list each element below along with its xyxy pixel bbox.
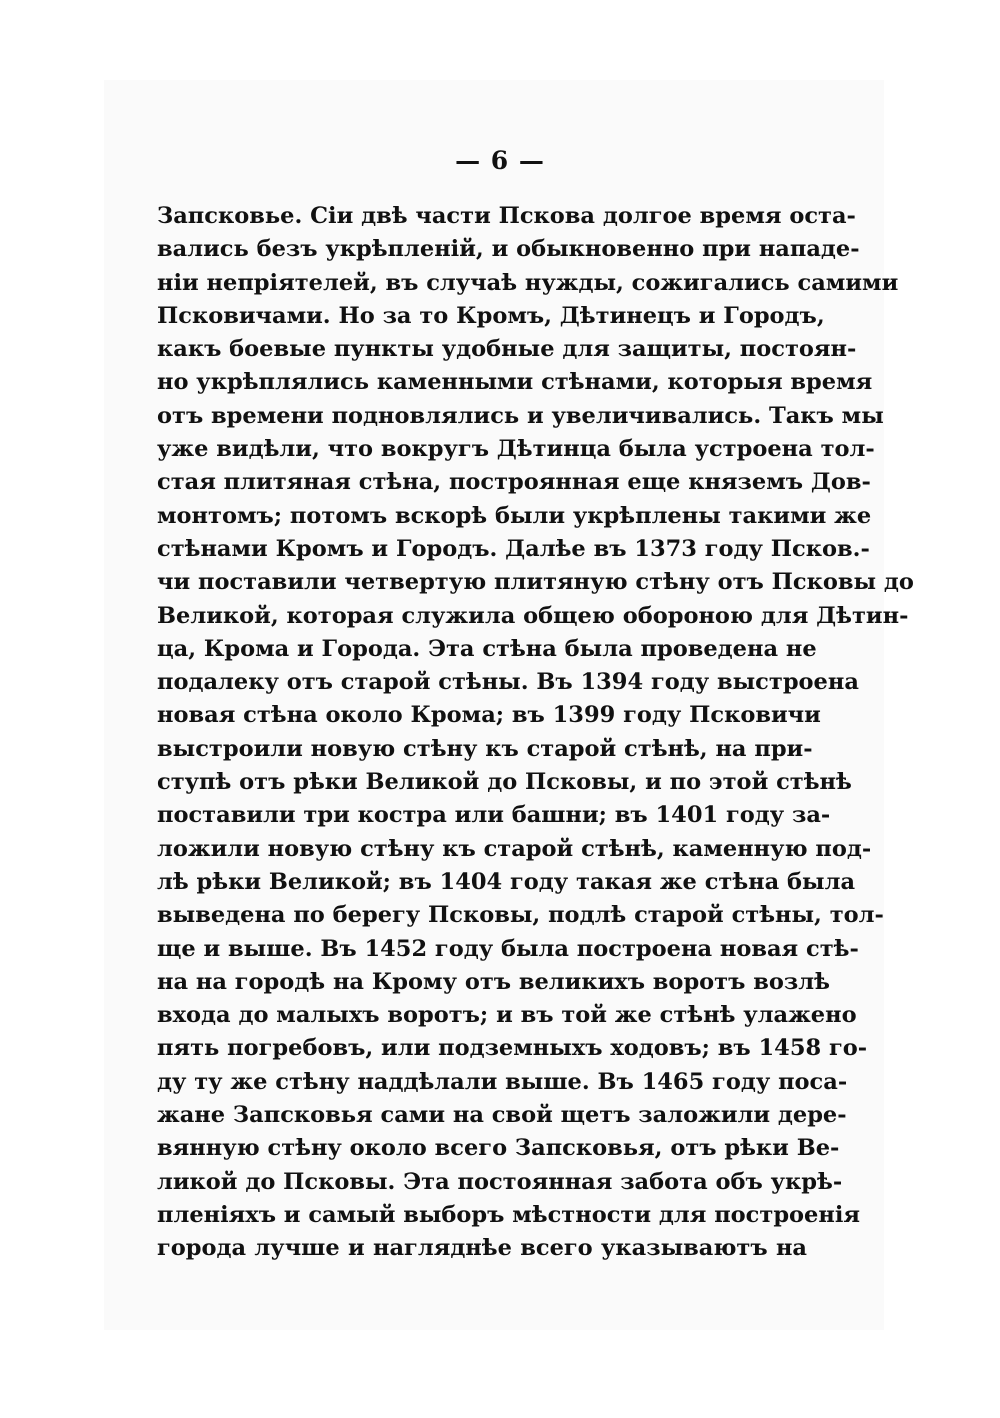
text-line: выстроили новую стѣну къ старой стѣнѣ, на при-: [157, 735, 813, 762]
text-line: Великой, которая служила общею обороною для Дѣтин-: [157, 602, 909, 629]
text-line: ніи непріятелей, въ случаѣ нужды, сожигались самими: [157, 269, 899, 296]
text-line: ложили новую стѣну къ старой стѣнѣ, каменную под-: [157, 835, 872, 862]
text-line: стѣнами Кромъ и Городъ. Далѣе въ 1373 году Псков.-: [157, 535, 870, 562]
text-line: чи поставили четвертую плитяную стѣну отъ Псковы до: [157, 569, 914, 596]
text-line: отъ времени подновлялись и увеличивались. Такъ мы: [157, 402, 884, 429]
text-line: жане Запсковья сами на свой щетъ заложили дере-: [157, 1102, 847, 1129]
text-line: города лучше и нагляднѣе всего указываютъ на: [157, 1235, 807, 1262]
page-number: — 6 —: [455, 146, 545, 175]
text-line: вались безъ укрѣпленій, и обыкновенно при нападе-: [157, 236, 860, 263]
text-line: ще и выше. Въ 1452 году была построена новая стѣ-: [157, 935, 859, 962]
text-line: монтомъ; потомъ вскорѣ были укрѣплены такими же: [157, 502, 872, 529]
text-line: уже видѣли, что вокругъ Дѣтинца была устроена тол-: [157, 436, 875, 463]
text-line: Псковичами. Но за то Кромъ, Дѣтинецъ и Городъ,: [157, 302, 825, 329]
text-line: входа до малыхъ воротъ; и въ той же стѣнѣ улажено: [157, 1002, 857, 1029]
text-line: ду ту же стѣну наддѣлали выше. Въ 1465 году поса-: [157, 1068, 848, 1095]
text-line: но укрѣплялись каменными стѣнами, которыя время: [157, 369, 873, 396]
text-line: ликой до Псковы. Эта постоянная забота объ укрѣ-: [157, 1168, 843, 1195]
text-line: пять погребовъ, или подземныхъ ходовъ; въ 1458 го-: [157, 1035, 868, 1062]
text-line: вянную стѣну около всего Запсковья, отъ рѣки Ве-: [157, 1135, 840, 1162]
text-line: поставили три костра или башни; въ 1401 году за-: [157, 802, 831, 829]
body-text: [157, 200, 914, 1266]
text-line: новая стѣна около Крома; въ 1399 году Псковичи: [157, 702, 821, 729]
text-line: выведена по берегу Псковы, подлѣ старой стѣны, тол-: [157, 902, 884, 929]
text-line: стая плитяная стѣна, построянная еще княземъ Дов-: [157, 469, 871, 496]
text-line: подалеку отъ старой стѣны. Въ 1394 году выстроена: [157, 669, 859, 696]
text-line: пленіяхъ и самый выборъ мѣстности для построенія: [157, 1201, 861, 1228]
text-line: ца, Крома и Города. Эта стѣна была проведена не: [157, 635, 817, 662]
text-line: Запсковье. Сіи двѣ части Пскова долгое время оста-: [157, 203, 856, 229]
text-line: лѣ рѣки Великой; въ 1404 году такая же стѣна была: [157, 868, 856, 895]
text-line: какъ боевые пункты удобные для защиты, постоян-: [157, 336, 857, 363]
text-line: ступѣ отъ рѣки Великой до Псковы, и по этой стѣнѣ: [157, 769, 852, 796]
text-line: на на городѣ на Крому отъ великихъ воротъ возлѣ: [157, 968, 830, 995]
